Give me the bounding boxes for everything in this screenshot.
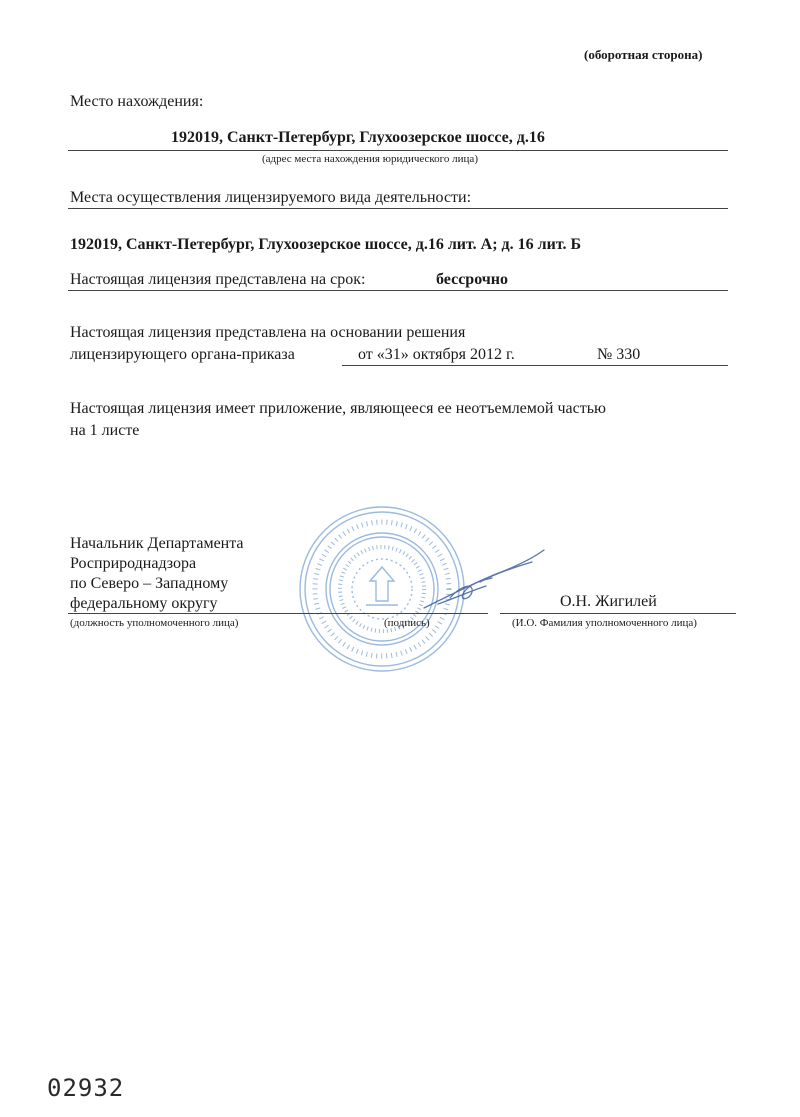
- handwritten-signature: [420, 546, 552, 616]
- signatory-position-line-2: Росприроднадзора: [70, 555, 197, 572]
- signatory-name: О.Н. Жигилей: [560, 593, 657, 610]
- basis-line-1: Настоящая лицензия представлена на основании решения: [70, 324, 466, 341]
- appendix-line-2: на 1 листе: [70, 422, 140, 439]
- order-date: от «31» октября 2012 г.: [358, 346, 515, 363]
- position-caption: (должность уполномоченного лица): [70, 617, 239, 629]
- side-label: (оборотная сторона): [584, 47, 703, 62]
- name-caption: (И.О. Фамилия уполномоченного лица): [512, 617, 697, 629]
- order-number: № 330: [597, 346, 641, 363]
- activity-places-underline: [68, 208, 728, 209]
- basis-line-2: лицензирующего органа-приказа: [70, 346, 295, 363]
- appendix-line-1: Настоящая лицензия имеет приложение, являющееся ее неотъемлемой частью: [70, 400, 606, 417]
- location-address: 192019, Санкт-Петербург, Глухоозерское шоссе, д.16: [171, 129, 545, 146]
- activity-places-label: Места осуществления лицензируемого вида деятельности:: [70, 189, 472, 206]
- term-label: Настоящая лицензия представлена на срок:: [70, 271, 366, 288]
- signatory-position-line-1: Начальник Департамента: [70, 535, 244, 552]
- term-value: бессрочно: [436, 271, 509, 288]
- serial-number: 02932: [47, 1074, 125, 1102]
- activity-places-address: 192019, Санкт-Петербург, Глухоозерское шоссе, д.16 лит. А; д. 16 лит. Б: [70, 236, 582, 253]
- location-label: Место нахождения:: [70, 93, 204, 110]
- signatory-position-line-3: по Северо – Западному: [70, 575, 229, 592]
- signature-caption: (подпись): [384, 617, 430, 629]
- term-underline: [68, 290, 728, 291]
- location-underline: [68, 150, 728, 151]
- signatory-position-line-4: федеральному округу: [70, 595, 218, 612]
- location-caption: (адрес места нахождения юридического лица): [262, 153, 478, 165]
- order-underline: [342, 365, 728, 366]
